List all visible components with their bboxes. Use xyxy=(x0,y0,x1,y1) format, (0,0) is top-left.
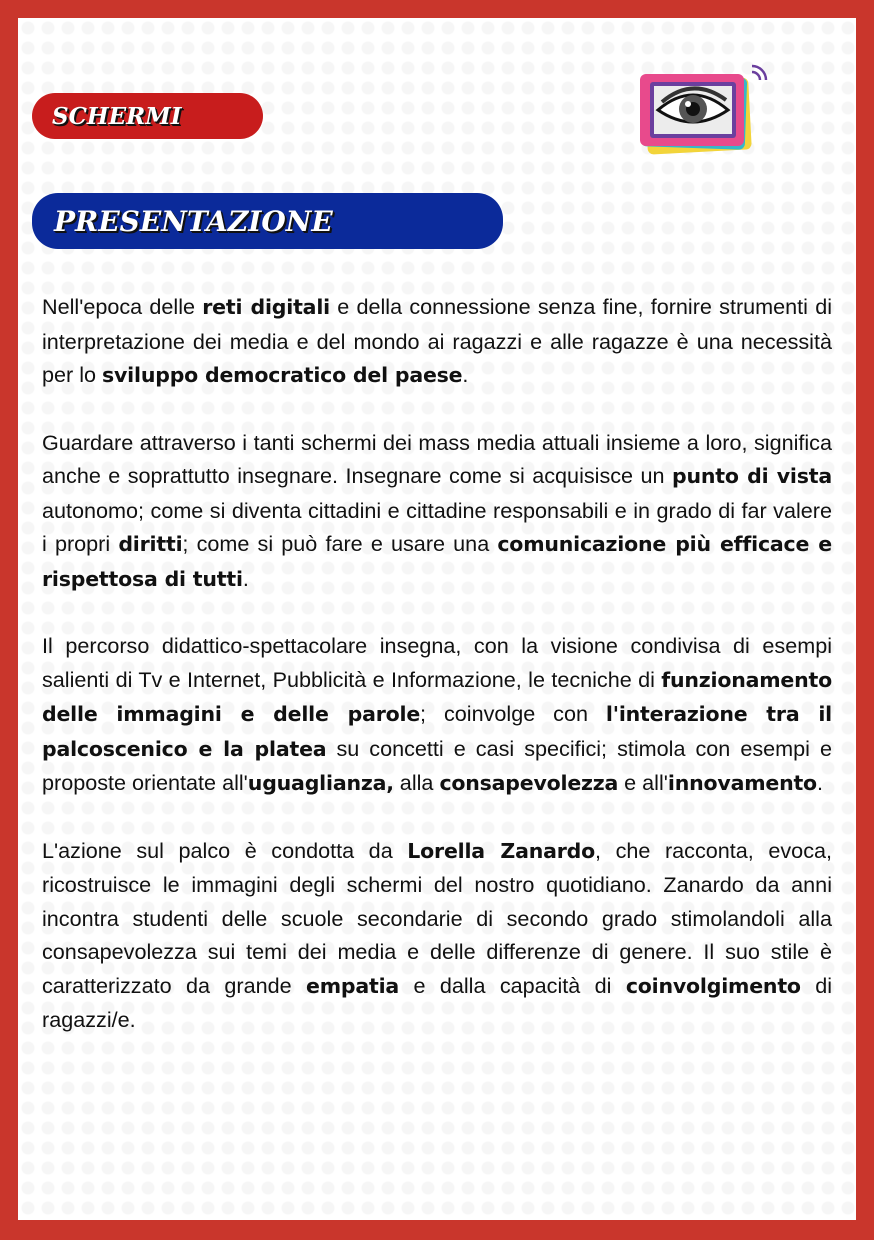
paragraph-text: Guardare attraverso i tanti schermi dei mass media attuali insieme a loro, significa anche e soprattutto insegnare. Insegnare come si acquisisce un xyxy=(42,429,832,488)
emphasis-text: empatia xyxy=(306,973,400,998)
paragraph-text: . xyxy=(816,770,823,795)
section-tag xyxy=(32,93,263,139)
emphasis-text: sviluppo democratico del paese xyxy=(102,363,463,387)
paragraph-text: Nell'epoca delle xyxy=(42,294,203,319)
paragraph-text: . xyxy=(242,565,249,591)
emphasis-text: l'interazione tra il palcoscenico e la platea xyxy=(42,702,832,761)
document-page xyxy=(18,18,856,1220)
presentation-heading-label: PRESENTAZIONE xyxy=(54,204,333,238)
paragraph-text: ; coinvolge con xyxy=(420,701,606,726)
emphasis-text: consapevolezza xyxy=(439,771,619,795)
presentation-heading xyxy=(32,193,503,249)
paragraph xyxy=(42,834,832,1037)
paragraph-text: su concetti e casi specifici; stimola con esempi e proposte orientate all' xyxy=(42,735,832,795)
paragraph-text: di ragazzi/e. xyxy=(42,972,832,1032)
section-tag-label: SCHERMI xyxy=(52,102,182,130)
emphasis-text: funzionamento delle immagini e delle parole xyxy=(42,667,832,726)
emphasis-text: coinvolgimento xyxy=(625,973,801,998)
paragraph-text: . xyxy=(462,362,469,387)
paragraph-text: e dalla capacità di xyxy=(399,972,626,998)
emphasis-text: Lorella Zanardo xyxy=(407,838,596,863)
emphasis-text: diritti xyxy=(118,532,183,556)
paragraph xyxy=(42,290,832,393)
paragraph-text: e della connessione senza fine, fornire strumenti di interpretazione dei media e del mondo ai ragazzi e alle ragazze è una necessità per lo xyxy=(42,294,833,387)
paragraph xyxy=(42,629,832,801)
paragraph-text: , che racconta, evoca, ricostruisce le immagini degli schermi del nostro quotidiano. Zanardo da anni incontra studenti delle scuole secondarie di secondo grado stimolandoli alla consapevolezza sui temi dei media e delle differenze di genere. Il suo stile è caratterizzato da grande xyxy=(42,837,832,998)
emphasis-text: uguaglianza, xyxy=(247,771,394,795)
presentation-text xyxy=(42,290,832,1070)
emphasis-text: reti digitali xyxy=(202,295,330,319)
paragraph-text: e all' xyxy=(618,770,668,795)
paragraph-text: Il percorso didattico-spettacolare insegna, con la visione condivisa di esempi salienti di Tv e Internet, Pubblicità e Informazione, le tecniche di xyxy=(42,633,832,692)
emphasis-text: comunicazione più efficace e rispettosa di tutti xyxy=(42,532,832,591)
paragraph-text: alla xyxy=(393,770,440,795)
emphasis-text: innovamento xyxy=(667,771,817,795)
paragraph xyxy=(42,426,832,597)
paragraph-text: ; come si può fare e usare una xyxy=(182,531,498,556)
eye-tv-icon xyxy=(636,58,768,158)
paragraph-text: L'azione sul palco è condotta da xyxy=(42,837,408,863)
emphasis-text: punto di vista xyxy=(671,464,832,488)
paragraph-text: autonomo; come si diventa cittadini e cittadine responsabili e in grado di far valere i propri xyxy=(42,497,832,556)
